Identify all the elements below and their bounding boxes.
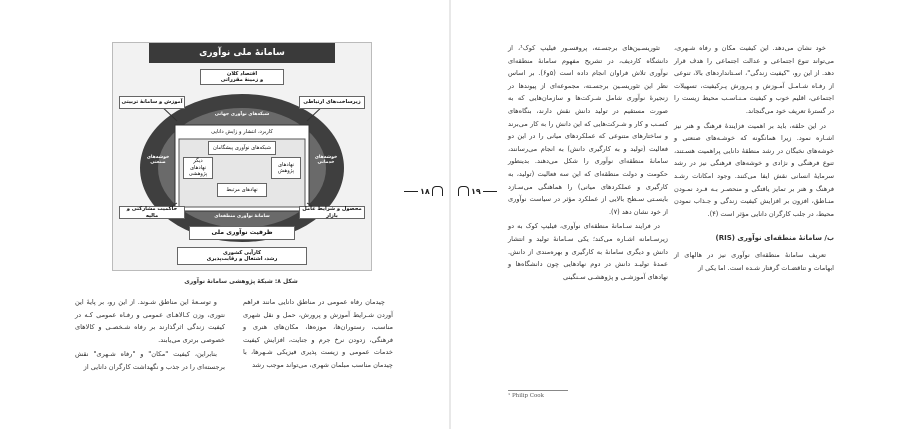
related-institutes-box: نهادهای مرتبط xyxy=(217,183,267,197)
national-performance-box: کارآیی کشوری رشد، اشتغال و رقابت‌پذیری xyxy=(177,247,307,265)
paragraph: و توسـعهٔ این مناطق شـوند. از این رو، بر پایهٔ این نتوری، وزن کـالاهـای عمومی و رفـاه عمومی کـه در کیفیت زندگی اثرگذارند بر رفاه شـخصـی و کالاهای خصوصی برتری می‌یابند. xyxy=(75,298,225,344)
left-page-column-left xyxy=(75,296,225,374)
global-networks-label: شبکه‌های نوآوری جهانی xyxy=(214,112,270,117)
page-number-right: ۱۹ xyxy=(458,185,497,197)
research-institutes-box: نهادهای پژوهش xyxy=(271,157,301,179)
paragraph: خود نشان می‌دهد. این کیفیت مکان و رفاه شـهری، می‌تواند تنوع اجتماعی و عدالت اجتماعی را هدف قرار دهد. از این رو، "کیفیت زندگی"، اسـتانداردهای بالا، تنوعی از رفـاه شـامـل آمـوزش و پـرورش پـرکیفیت، تسهیلات اجتماعی، اقلیم خوب و کیفیت مـنـاسـب محیط زیست را در گسترهٔ تعریف خود می‌گنجاند. xyxy=(674,44,834,115)
paragraph: در فرایند سـامانهٔ منطقه‌ای نوآوری، فیلیپ کوک به دو زیرسـامانه اشـاره می‌کند؛ یکی سـامانهٔ تولید و انتشار دانش و دیگری سامانهٔ به کارگیری و بهره‌مندی از دانش. عمدهٔ تولیـد دانش در دوم نهادهایی چون دانشگاه‌ها و نهادهای آموزشـی و پژوهشـی سـنگینی xyxy=(508,222,668,281)
other-research-box: دیگر نهادهای پژوهشی xyxy=(183,157,213,179)
industrial-clusters-label: خوشه‌های صنعتی xyxy=(146,155,170,165)
paragraph: چیدمان رفاه عمومی در مناطق دانایی مانند فراهم آوردن شـرایط آموزش و پرورش، حمل و نقل شهری مناسب، رستوران‌ها، موزه‌ها، مکان‌های هنری و فرهنگی، زدودن نرخ جرم و جنایت، افزایش کیفیت خدمات عمومی و زیست پذیری فیزیکی شـهرها، با چیدمان مناسب مبلمان شهری، می‌تواند موجب رشد xyxy=(243,298,393,369)
macro-economy-box: اقتصاد کلان و زمینهٔ مقرراتی xyxy=(200,69,284,85)
page-number-left: ۱۸ xyxy=(404,185,443,197)
regional-system-label: سامانهٔ نوآوری منطقه‌ای xyxy=(214,214,270,219)
education-box: آموزش و سامانهٔ تربیتی xyxy=(119,96,185,109)
paragraph: تعریف سامانهٔ منطقه‌ای نوآوری نیز در هالهای از ابهامات و تناقضـات گرفتار شـده است. اما یکی از xyxy=(674,250,834,272)
inner-networks-box: شبکه‌های نوآوری پیشگامان xyxy=(208,141,276,155)
communication-box: زیرساخت‌های ارتباطی xyxy=(299,96,365,109)
right-page-column-left xyxy=(508,42,668,283)
paragraph: تئوریسـین‌های برجسـته، پروفسـور فیلیپ کوک¹، از دانشگاه کاردیف، در تشریح مفهوم سامانهٔ منطقه‌ای نوآوری تلاش فراوان انجام داده است (۵و۶). بر اساس نظر این تئوریسـین برجسـته، مجموعه‌ای از پیوندها در زنجیرهٔ نوآوری شامل شـرکت‌ها و سازمان‌هایی که به صورت مستقیم در تولید دانش نقش دارند، بنگاه‌های کسـب و کار و شـرکت‌هایی که این دانش را به کار می‌برند و ساختارهای متنوعی که عملکردهای میانی را در این دو فعالیت (تولید و به کارگیری دانش) به انجام می‌رسانند، سامانهٔ منطقه‌ای نوآوری را شکل می‌دهند. بدینطور حکومت و دولت منطقه‌ای که این سه فعالیت (تولید، به کارگیری و عملکردهای میانی) را هماهنگی می‌سـازد بایسـتی سـطح بالایی از عملکرد مؤثر در سیاست نوآوری از خود نشان دهد (۷). xyxy=(508,44,669,216)
right-page-column-right xyxy=(674,42,834,274)
market-conditions-box: محصول و شرایط عامل بازار xyxy=(299,206,365,219)
left-page-column-right xyxy=(243,296,393,372)
governance-box: حاکمیت مشارکتی و مالیه xyxy=(119,206,185,219)
section-heading: ب/ سامانهٔ منطقه‌ای نوآوری (RIS) xyxy=(715,234,834,243)
paragraph: در این حلقه، باید بر اهمیت فزایندهٔ فرهنگ و هنر نیز اشـاره نمود. زیرا همانگونه که خوشـه‌های صنعتی و خوشه‌های نخبگان در رشد منطقهٔ دانایی پراهمیت هسـتند، تنوع فرهنگی و نژادی و خوشه‌های فرهنگی نیز در رشد سرمایهٔ انسانی نقش ایفا می‌کنند. وجود امکانات رشـد فرهنگ و هنر بر تمایز یافتگی و منحصـر بـه فـرد نمـودن منـاطق، افزون بر افزایش کیفیت زندگی و جـذاب نمودن محیط، در جلب کارگران دانایی مؤثر است (۴). xyxy=(674,121,834,218)
inner-header-label: کاربرد، انتشار و زایش دانایی xyxy=(211,128,273,135)
paragraph: بنابراین، کیفیت "مکان" و "رفاه شـهری" نقش برجسته‌ای را در جذب و نگهداشت کارگران دانایی از xyxy=(75,350,225,371)
footnote: ¹ Philip Cook xyxy=(508,393,544,399)
innovation-system-diagram xyxy=(112,42,372,271)
figure-title: سامانهٔ ملی نوآوری xyxy=(149,43,335,63)
figure-caption: شکل ۸: شبکهٔ پژوهشی سامانهٔ نوآوری xyxy=(184,278,298,285)
national-capacity-box: ظرفیت نوآوری ملی xyxy=(189,226,295,240)
service-clusters-label: خوشه‌های خدماتی xyxy=(314,155,338,165)
footnote-divider xyxy=(508,390,568,391)
